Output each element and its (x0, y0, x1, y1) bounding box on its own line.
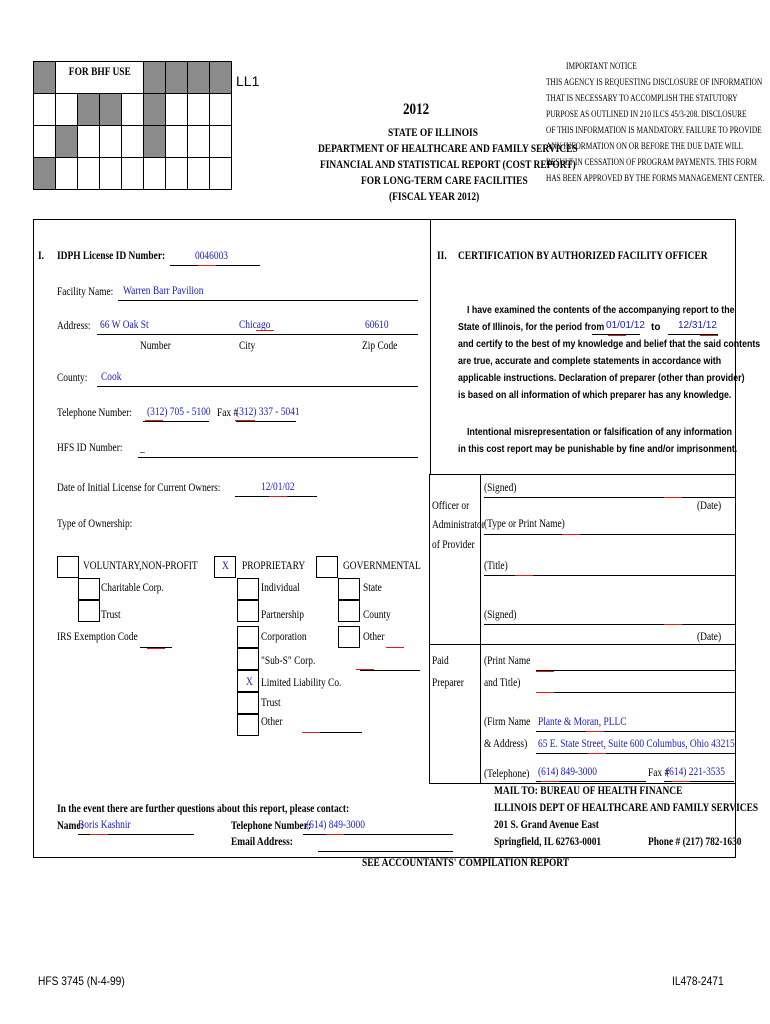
signature-marker (541, 781, 559, 782)
address-field[interactable] (97, 320, 418, 335)
contact-tel-label: Telephone Number: (231, 820, 312, 832)
notice-line: ANY INFORMATION ON OR BEFORE THE DUE DATE WILL (546, 141, 744, 151)
corporation-checkbox[interactable] (237, 626, 259, 648)
preparer-label: Preparer (432, 677, 464, 689)
signature-marker (147, 648, 165, 649)
phone-value: (312) 705 - 5100 (147, 406, 211, 418)
license-label: IDPH License ID Number: (57, 250, 166, 262)
mail-line-2: ILLINOIS DEPT OF HEALTHCARE AND FAMILY SERVICES (494, 802, 759, 814)
notice-line: PURPOSE AS OUTLINED IN 210 ILCS 45/3-208. DISCLOSURE (546, 109, 747, 119)
signature-marker (235, 420, 255, 421)
other-gov-label: Other (363, 631, 385, 643)
officer-date-label: (Date) (697, 500, 722, 512)
warning-line-1: Intentional misrepresentation or falsification of any information (467, 427, 733, 438)
contact-line: In the event there are further questions about this report, please contact: (57, 803, 350, 815)
form-id: IL478-2471 (672, 974, 724, 988)
preparer-name-field[interactable] (536, 656, 736, 671)
signature-marker (90, 834, 108, 835)
governmental-label: GOVERNMENTAL (343, 560, 421, 572)
county-checkbox[interactable] (338, 600, 360, 622)
signature-marker (700, 335, 718, 336)
mail-line-1: MAIL TO: BUREAU OF HEALTH FINANCE (494, 785, 683, 797)
voluntary-label: VOLUNTARY,NON-PROFIT (83, 560, 198, 572)
other-checkbox[interactable] (237, 714, 259, 736)
signature-marker (515, 575, 533, 576)
firm-fax-value: (614) 221-3535 (666, 766, 725, 778)
section-2-title: CERTIFICATION BY AUTHORIZED FACILITY OFFICER (458, 250, 708, 262)
number-caption: Number (140, 340, 171, 352)
irs-exemption-field[interactable] (140, 633, 172, 648)
proprietary-checkbox[interactable] (214, 556, 236, 578)
see-accountants-note: SEE ACCOUNTANTS' COMPILATION REPORT (362, 857, 570, 869)
form-number: HFS 3745 (N-4-99) (38, 974, 125, 988)
individual-label: Individual (261, 582, 300, 594)
county-label: County: (57, 372, 88, 384)
city-caption: City (239, 340, 256, 352)
governmental-checkbox[interactable] (316, 556, 338, 578)
officer-signed-label: (Signed) (484, 482, 517, 494)
hfs-value: _ (140, 442, 145, 454)
other-field[interactable] (304, 718, 362, 733)
signature-marker (269, 496, 287, 497)
county-field[interactable] (97, 372, 418, 387)
trust-checkbox[interactable] (78, 600, 100, 622)
mail-phone: Phone # (217) 782-1630 (648, 836, 742, 848)
bhf-use-header: FOR BHF USE (56, 62, 144, 94)
notice-line: THIS AGENCY IS REQUESTING DISCLOSURE OF INFORMATION (546, 77, 763, 87)
signature-marker (356, 669, 374, 670)
section-1-number: I. (38, 250, 45, 262)
partnership-checkbox[interactable] (237, 600, 259, 622)
proprietary-label: PROPRIETARY (242, 560, 306, 572)
contact-email-field[interactable] (318, 837, 453, 852)
trust2-checkbox[interactable] (237, 692, 259, 714)
cert-line-5: applicable instructions. Declaration of preparer (other than provider) (458, 373, 745, 384)
firm-address-field[interactable] (536, 739, 736, 754)
cert-line-3: and certify to the best of my knowledge and belief that the said contents (458, 339, 761, 350)
address-label: Address: (57, 320, 91, 332)
firm-name-label: (Firm Name (484, 716, 531, 728)
cert-line-2: State of Illinois, for the period from (458, 322, 605, 333)
firm-telephone-value: (614) 849-3000 (538, 766, 597, 778)
section-2-number: II. (437, 250, 447, 262)
contact-name-field[interactable] (78, 820, 194, 835)
notice-line: THAT IS NECESSARY TO ACCOMPLISH THE STATUTORY (546, 93, 738, 103)
and-title-label: and Title) (484, 677, 521, 689)
title-line: STATE OF ILLINOIS (388, 127, 478, 139)
officer-label-2: Administrator (432, 519, 485, 531)
preparer-signed-label: (Signed) (484, 609, 517, 621)
facility-label: Facility Name: (57, 286, 114, 298)
initial-license-label: Date of Initial License for Current Owners: (57, 482, 221, 494)
irs-exemption-label: IRS Exemption Code (57, 631, 138, 643)
signature-marker (145, 420, 163, 421)
firm-telephone-field[interactable] (536, 767, 646, 782)
notice-line: OF THIS INFORMATION IS MANDATORY. FAILURE TO PROVIDE (546, 125, 762, 135)
hfs-label: HFS ID Number: (57, 442, 123, 454)
period-to-field[interactable] (668, 320, 718, 335)
facility-field[interactable] (118, 286, 418, 301)
signature-marker (664, 497, 682, 498)
fax-label: Fax # (217, 407, 239, 419)
signature-marker (586, 731, 604, 732)
section-divider (430, 219, 431, 474)
officer-name-field[interactable] (484, 520, 736, 535)
street-value: 66 W Oak St (100, 319, 149, 331)
period-to-value: 12/31/12 (678, 320, 717, 331)
signature-marker (562, 534, 580, 535)
county-option-label: County (363, 609, 391, 621)
title-line: DEPARTMENT OF HEALTHCARE AND FAMILY SERVICES (318, 143, 578, 155)
other-label: Other (261, 716, 283, 728)
print-name-label: (Print Name (484, 655, 531, 667)
notice-line: RESULT IN CESSATION OF PROGRAM PAYMENTS. THIS FORM (546, 157, 757, 167)
notice-line: IMPORTANT NOTICE (566, 61, 637, 71)
firm-name-value: Plante & Moran, PLLC (538, 716, 627, 728)
signature-marker (198, 265, 216, 266)
firm-fax-label: Fax # (648, 767, 670, 779)
firm-address-label: & Address) (484, 738, 528, 750)
firm-telephone-label: (Telephone) (484, 768, 530, 780)
contact-name-label: Name: (57, 820, 84, 832)
mail-line-3: 201 S. Grand Avenue East (494, 819, 599, 831)
cert-to-word: to (651, 322, 661, 333)
voluntary-checkbox[interactable] (57, 556, 79, 578)
warning-line-2: in this cost report may be punishable by fine and/or imprisonment. (458, 444, 738, 455)
title-line: FOR LONG-TERM CARE FACILITIES (361, 175, 528, 187)
corporation-label: Corporation (261, 631, 307, 643)
individual-checkbox[interactable] (237, 578, 259, 600)
cert-line-4: are true, accurate and complete statements in accordance with (458, 356, 722, 367)
signature-marker (326, 834, 344, 835)
initial-license-field[interactable] (235, 482, 317, 497)
llc-checkbox[interactable] (237, 670, 259, 692)
firm-address-value: 65 E. State Street, Suite 600 Columbus, Ohio 43215 (538, 738, 735, 750)
cert-line-1: I have examined the contents of the accompanying report to the (467, 305, 735, 316)
signature-marker (536, 671, 554, 672)
contact-tel-field[interactable] (303, 820, 453, 835)
zip-caption: Zip Code (362, 340, 398, 352)
state-checkbox[interactable] (338, 578, 360, 600)
contact-email-label: Email Address: (231, 836, 293, 848)
signature-marker (302, 732, 320, 733)
trust-label: Trust (101, 609, 121, 621)
signature-marker (672, 781, 690, 782)
license-value: 0046003 (195, 250, 229, 262)
partnership-label: Partnership (261, 609, 304, 621)
preparer-date-label: (Date) (697, 631, 722, 643)
charitable-label: Charitable Corp. (101, 582, 164, 594)
officer-name-label: (Type or Print Name) (484, 518, 565, 530)
zip-value: 60610 (365, 319, 389, 331)
officer-title-label: (Title) (484, 560, 508, 572)
period-from-value: 01/01/12 (606, 320, 645, 331)
report-year: 2012 (403, 101, 430, 118)
trust2-label: Trust (261, 697, 281, 709)
signature-marker (664, 624, 682, 625)
contact-tel-value: (614) 849-3000 (306, 819, 365, 831)
notice-line: HAS BEEN APPROVED BY THE FORMS MANAGEMENT CENTER. (546, 173, 765, 183)
signature-marker (256, 330, 274, 331)
state-label: State (363, 582, 382, 594)
charitable-checkbox[interactable] (78, 578, 100, 600)
llc-mark: X (246, 676, 253, 688)
period-from-field[interactable] (592, 320, 645, 335)
paid-label: Paid (432, 655, 449, 667)
signature-marker (536, 692, 554, 693)
officer-label-3: of Provider (432, 539, 475, 551)
fax-value: (312) 337 - 5041 (236, 406, 300, 418)
cert-line-6: is based on all information of which preparer has any knowledge. (458, 390, 732, 401)
title-line: FINANCIAL AND STATISTICAL REPORT (COST REPORT) (320, 159, 576, 171)
mail-line-4: Springfield, IL 62763-0001 (494, 836, 602, 848)
officer-title-field[interactable] (484, 561, 736, 576)
title-line: (FISCAL YEAR 2012) (389, 191, 480, 203)
hfs-field[interactable] (138, 443, 418, 458)
form-code: LL1 (236, 73, 260, 89)
other-gov-checkbox[interactable] (338, 626, 360, 648)
officer-label-1: Officer or (432, 500, 470, 512)
facility-value: Warren Barr Pavilion (123, 285, 204, 297)
subs-corp-label: "Sub-S" Corp. (261, 655, 316, 667)
officer-signature-field[interactable] (484, 483, 736, 498)
license-field[interactable] (170, 251, 260, 266)
signature-marker (608, 335, 626, 336)
firm-fax-field[interactable] (664, 767, 734, 782)
signature-marker (386, 647, 404, 648)
county-value: Cook (101, 371, 122, 383)
ownership-label: Type of Ownership: (57, 518, 133, 530)
city-value: Chicago (239, 319, 271, 331)
signature-marker (588, 753, 606, 754)
contact-name-value: Boris Kashnir (78, 819, 131, 831)
preparer-signature-field[interactable] (484, 610, 736, 625)
bhf-use-grid (33, 61, 232, 190)
proprietary-mark: X (222, 560, 229, 572)
role-divider (429, 644, 736, 645)
initial-license-value: 12/01/02 (261, 481, 295, 493)
subs-corp-checkbox[interactable] (237, 648, 259, 670)
phone-label: Telephone Number: (57, 407, 133, 419)
llc-label: Limited Liability Co. (261, 677, 342, 689)
firm-name-field[interactable] (536, 717, 736, 732)
preparer-title-field[interactable] (536, 678, 736, 693)
